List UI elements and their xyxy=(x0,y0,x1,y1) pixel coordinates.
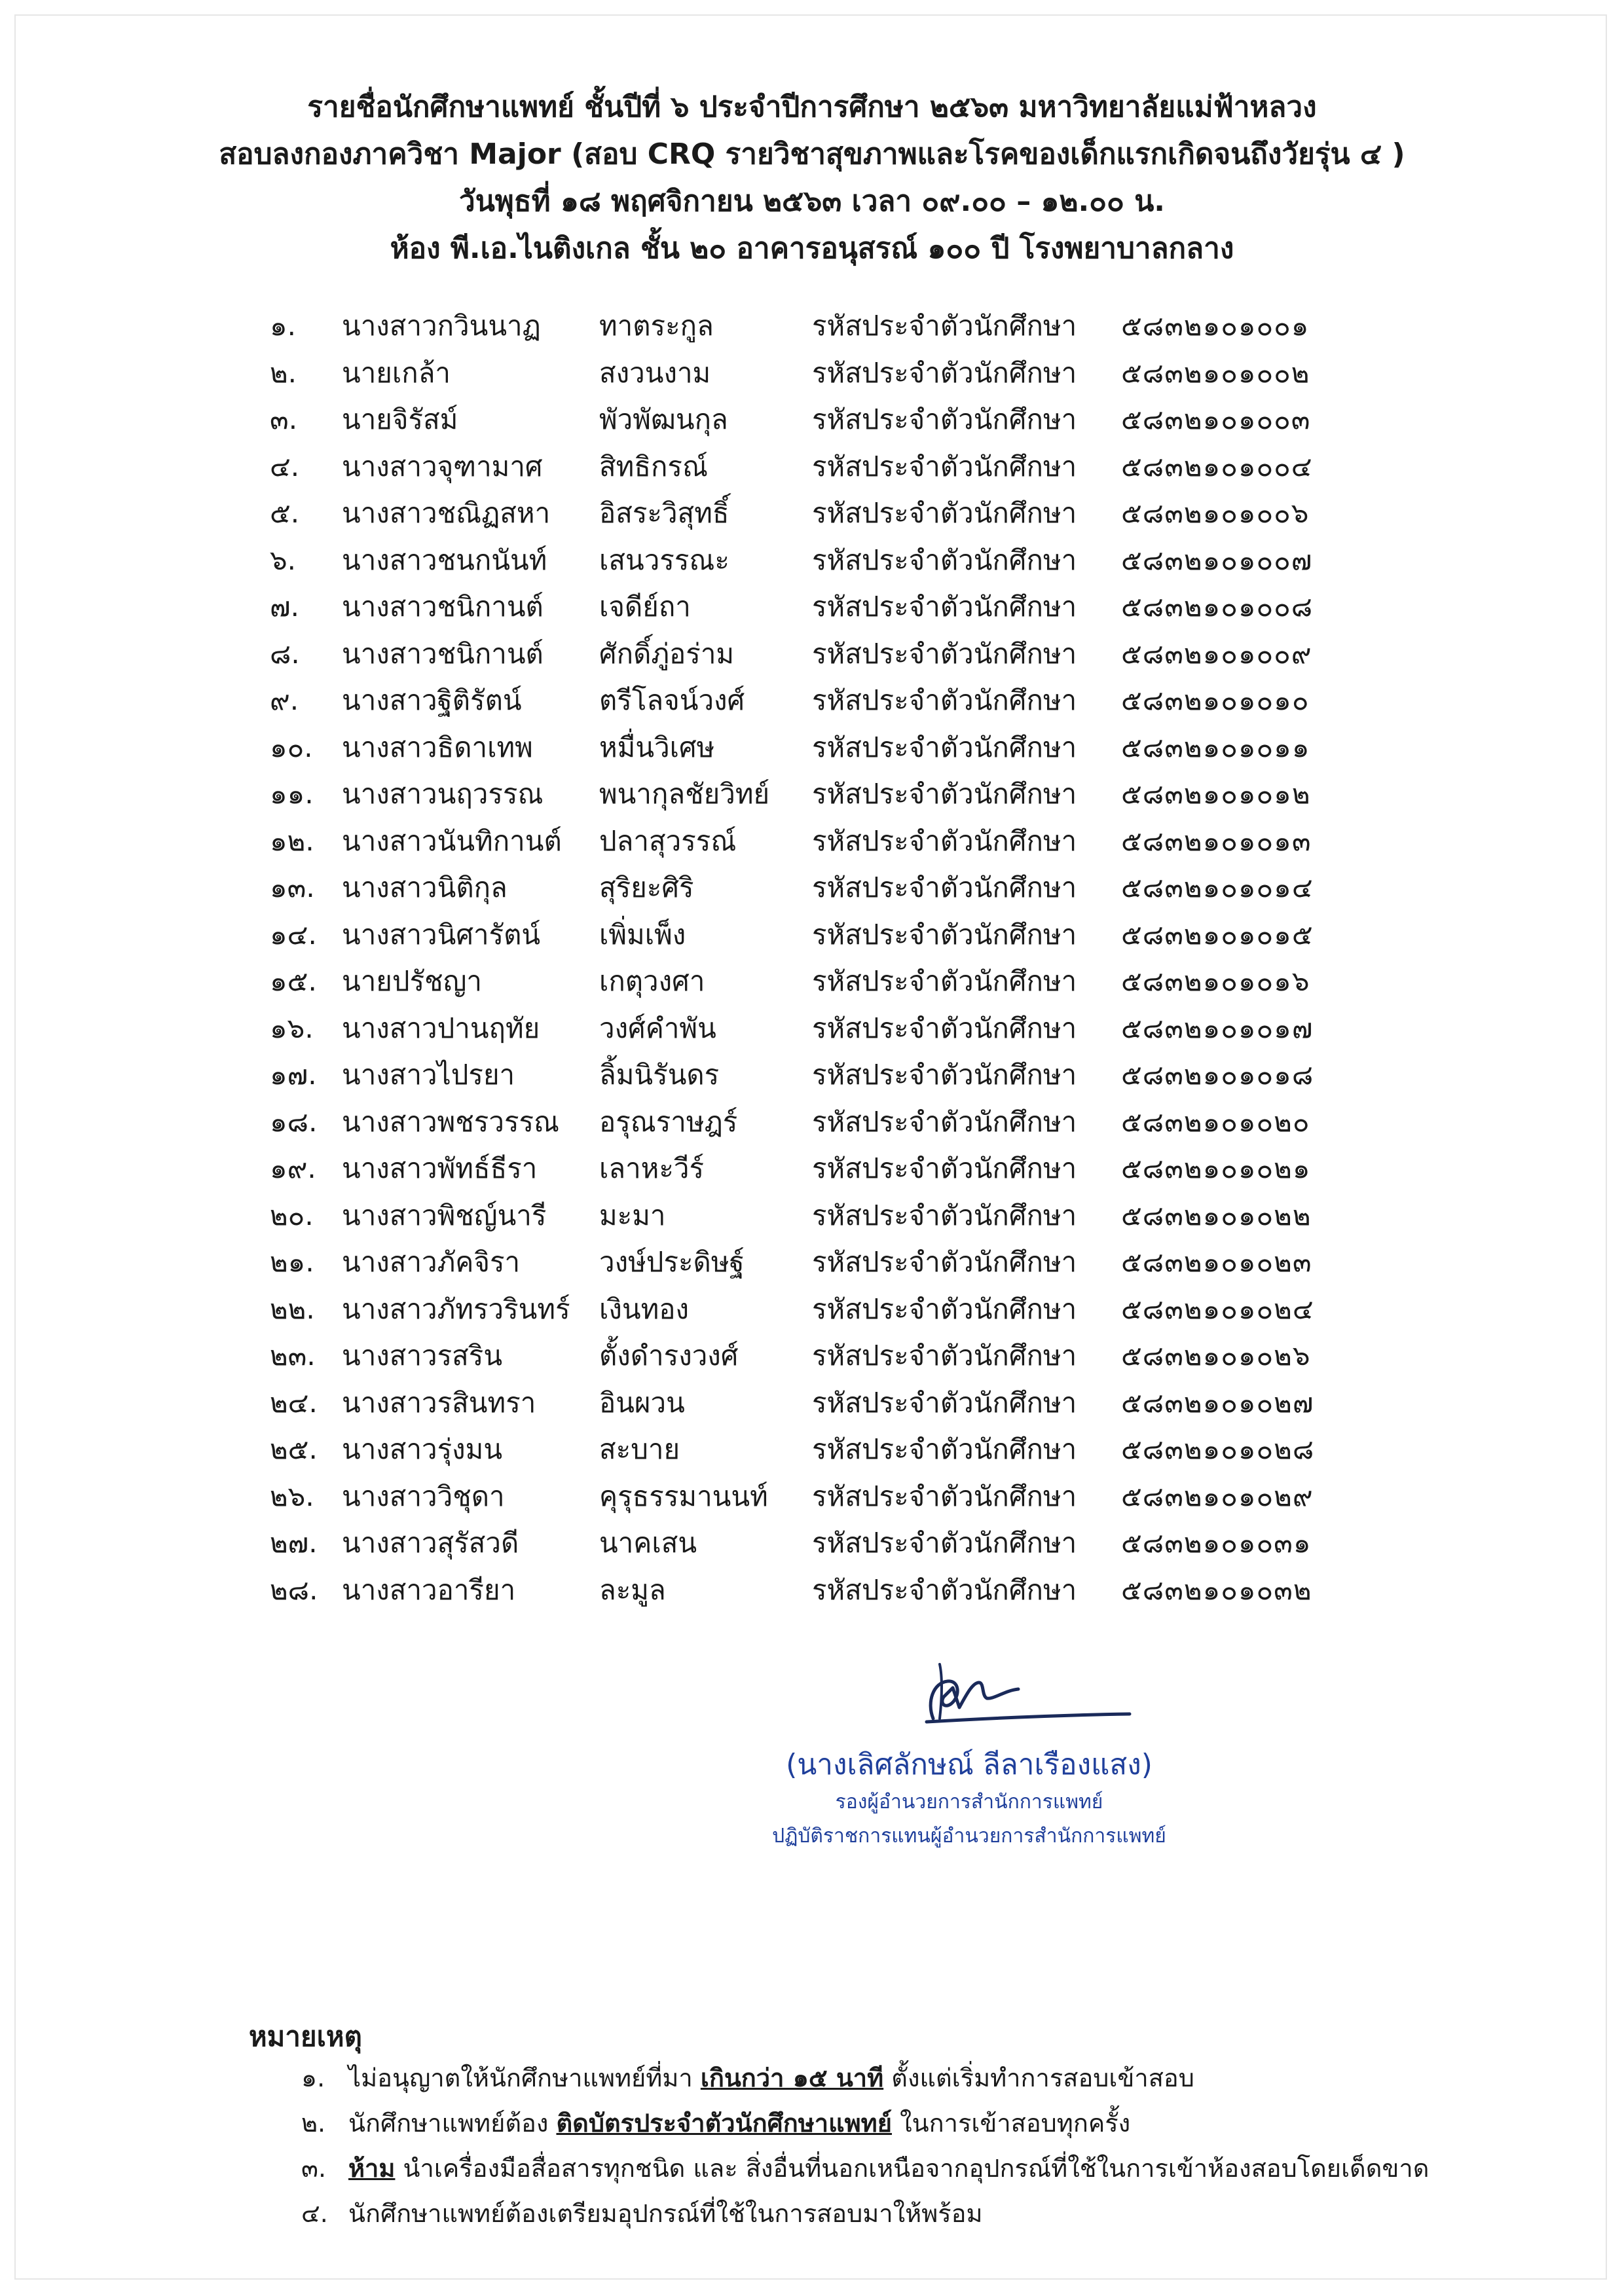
student-number: ๑๒. xyxy=(270,824,314,857)
student-first-name: นางสาวพิชญ์นารี xyxy=(342,1199,547,1231)
note-text-before: ไม่อนุญาตให้นักศึกษาแพทย์ที่มา xyxy=(348,2064,701,2092)
student-last-name: ตั้งดำรงวงศ์ xyxy=(599,1339,739,1372)
student-last-name: ละมูล xyxy=(599,1573,666,1606)
student-first-name: นางสาวนฤวรรณ xyxy=(342,778,544,810)
student-first-name: นางสาวธิดาเทพ xyxy=(342,731,533,763)
student-row xyxy=(0,583,1624,630)
student-id: ๕๘๓๒๑๐๑๐๑๔ xyxy=(1121,871,1314,903)
student-id: ๕๘๓๒๑๐๑๐๑๕ xyxy=(1121,918,1314,951)
student-row xyxy=(0,1192,1624,1239)
student-row xyxy=(0,864,1624,911)
document-header xyxy=(0,84,1624,272)
student-first-name: นางสาวนิศารัตน์ xyxy=(342,918,541,951)
student-id-label: รหัสประจำตัวนักศึกษา xyxy=(812,965,1077,997)
student-last-name: พนากุลชัยวิทย์ xyxy=(599,778,770,810)
student-first-name: นางสาวพชรวรรณ xyxy=(342,1105,560,1138)
student-number: ๒. xyxy=(270,356,297,389)
note-text xyxy=(348,2056,1194,2101)
student-number: ๙. xyxy=(270,684,299,716)
student-last-name: เสนวรรณะ xyxy=(599,543,729,576)
student-row xyxy=(0,1520,1624,1567)
note-text-before: นักศึกษาแพทย์ต้องเตรียมอุปกรณ์ที่ใช้ในการสอบมาให้พร้อม xyxy=(348,2199,983,2228)
student-id-label: รหัสประจำตัวนักศึกษา xyxy=(812,824,1077,857)
student-first-name: นางสาวภัคจิรา xyxy=(342,1246,521,1278)
student-number: ๓. xyxy=(270,403,298,435)
student-row xyxy=(0,1473,1624,1520)
student-row xyxy=(0,1286,1624,1333)
student-first-name: นางสาวฐิติรัตน์ xyxy=(342,684,522,716)
student-row xyxy=(0,677,1624,724)
student-id: ๕๘๓๒๑๐๑๐๓๑ xyxy=(1121,1527,1312,1559)
student-last-name: สิทธิกรณ์ xyxy=(599,450,708,483)
student-row xyxy=(0,350,1624,397)
student-number: ๒๗. xyxy=(270,1527,318,1559)
student-last-name: อรุณราษฎร์ xyxy=(599,1105,738,1138)
student-id: ๕๘๓๒๑๐๑๐๒๗ xyxy=(1121,1386,1314,1419)
student-last-name: เงินทอง xyxy=(599,1292,689,1325)
student-number: ๒๖. xyxy=(270,1480,314,1512)
signer-name: (นางเลิศลักษณ์ ลีลาเรืองแสง) xyxy=(786,1748,1153,1781)
student-first-name: นางสาวปานฤทัย xyxy=(342,1011,540,1044)
student-row xyxy=(0,1379,1624,1427)
student-row xyxy=(0,1005,1624,1052)
header-line-3: วันพุธที่ ๑๘ พฤศจิกายน ๒๕๖๓ เวลา ๐๙.๐๐ – ๑๒.๐๐ น. xyxy=(458,185,1166,218)
student-id: ๕๘๓๒๑๐๑๐๒๖ xyxy=(1121,1339,1311,1372)
student-id: ๕๘๓๒๑๐๑๐๐๑ xyxy=(1121,310,1310,342)
student-last-name: ทาตระกูล xyxy=(599,310,714,342)
student-number: ๑๐. xyxy=(270,731,313,763)
note-number: ๑. xyxy=(301,2064,325,2092)
student-first-name: นางสาวชนิกานต์ xyxy=(342,591,544,623)
student-last-name: สะบาย xyxy=(599,1433,680,1465)
student-id-label: รหัสประจำตัวนักศึกษา xyxy=(812,1573,1077,1606)
student-last-name: อินผวน xyxy=(599,1386,685,1419)
student-number: ๒๘. xyxy=(270,1573,318,1606)
student-id: ๕๘๓๒๑๐๑๐๑๒ xyxy=(1121,778,1311,810)
student-id-label: รหัสประจำตัวนักศึกษา xyxy=(812,403,1077,435)
note-number: ๒. xyxy=(301,2109,326,2138)
student-row xyxy=(0,1145,1624,1192)
header-line-2: สอบลงกองภาควิชา Major (สอบ CRQ รายวิชาสุขภาพและโรคของเด็กแรกเกิดจนถึงวัยรุ่น ๔ ) xyxy=(219,137,1405,171)
student-id: ๕๘๓๒๑๐๑๐๐๖ xyxy=(1121,497,1310,529)
student-first-name: นางสาวรสริน xyxy=(342,1339,503,1372)
student-id: ๕๘๓๒๑๐๑๐๒๘ xyxy=(1121,1433,1315,1465)
header-line-4: ห้อง พี.เอ.ไนติงเกล ชั้น ๒๐ อาคารอนุสรณ์ ๑๐๐ ปี โรงพยาบาลกลาง xyxy=(390,232,1234,265)
note-emphasis: ห้าม xyxy=(348,2154,396,2183)
student-row xyxy=(0,1239,1624,1286)
student-id: ๕๘๓๒๑๐๑๐๑๖ xyxy=(1121,965,1310,997)
student-id: ๕๘๓๒๑๐๑๐๒๐ xyxy=(1121,1105,1310,1138)
student-row xyxy=(0,396,1624,443)
student-number: ๒๐. xyxy=(270,1199,314,1231)
student-id-label: รหัสประจำตัวนักศึกษา xyxy=(812,1011,1077,1044)
student-id: ๕๘๓๒๑๐๑๐๒๓ xyxy=(1121,1246,1312,1278)
student-number: ๖. xyxy=(270,543,297,576)
student-number: ๑๘. xyxy=(270,1105,318,1138)
student-first-name: นายเกล้า xyxy=(342,356,451,389)
student-id-label: รหัสประจำตัวนักศึกษา xyxy=(812,1105,1077,1138)
student-last-name: ปลาสุวรรณ์ xyxy=(599,824,737,857)
student-first-name: นางสาวชณิฏสหา xyxy=(342,497,551,529)
student-id-label: รหัสประจำตัวนักศึกษา xyxy=(812,1292,1077,1325)
note-item xyxy=(0,2191,1624,2236)
student-id-label: รหัสประจำตัวนักศึกษา xyxy=(812,1433,1077,1465)
note-text-before: นักศึกษาแพทย์ต้อง xyxy=(348,2109,557,2138)
student-id-label: รหัสประจำตัวนักศึกษา xyxy=(812,684,1077,716)
student-id-label: รหัสประจำตัวนักศึกษา xyxy=(812,918,1077,951)
student-id-label: รหัสประจำตัวนักศึกษา xyxy=(812,871,1077,903)
note-text-after: ในการเข้าสอบทุกครั้ง xyxy=(891,2109,1131,2138)
student-last-name: หมื่นวิเศษ xyxy=(599,731,715,763)
handwritten-signature xyxy=(913,1656,1136,1735)
student-id-label: รหัสประจำตัวนักศึกษา xyxy=(812,543,1077,576)
student-last-name: อิสระวิสุทธิ์ xyxy=(599,497,729,529)
student-id: ๕๘๓๒๑๐๑๐๐๘ xyxy=(1121,591,1314,623)
student-first-name: นางสาววิชุดา xyxy=(342,1480,505,1512)
student-row xyxy=(0,1426,1624,1473)
student-row xyxy=(0,958,1624,1005)
student-last-name: เพิ่มเพ็ง xyxy=(599,918,686,951)
student-row xyxy=(0,724,1624,771)
student-first-name: นางสาวกวินนาฏ xyxy=(342,310,541,342)
note-text xyxy=(348,2146,1429,2191)
student-first-name: นางสาวรสินทรา xyxy=(342,1386,536,1419)
student-number: ๒๕. xyxy=(270,1433,318,1465)
student-row xyxy=(0,537,1624,584)
student-last-name: สุริยะศิริ xyxy=(599,871,694,903)
student-last-name: เจดีย์ถา xyxy=(599,591,691,623)
student-number: ๑๙. xyxy=(270,1152,316,1184)
student-id-label: รหัสประจำตัวนักศึกษา xyxy=(812,497,1077,529)
student-number: ๒๑. xyxy=(270,1246,314,1278)
signer-acting-title: ปฏิบัติราชการแทนผู้อำนวยการสำนักการแพทย์ xyxy=(772,1825,1166,1848)
student-row xyxy=(0,1051,1624,1099)
student-id-label: รหัสประจำตัวนักศึกษา xyxy=(812,591,1077,623)
note-text xyxy=(348,2101,1130,2146)
student-id-label: รหัสประจำตัวนักศึกษา xyxy=(812,637,1077,670)
student-id-label: รหัสประจำตัวนักศึกษา xyxy=(812,1199,1077,1231)
student-first-name: นางสาวรุ่งมน xyxy=(342,1433,503,1465)
signature-block xyxy=(740,1745,1198,1853)
student-first-name: นายจิรัสม์ xyxy=(342,403,458,435)
student-row xyxy=(0,818,1624,865)
student-number: ๗. xyxy=(270,591,299,623)
student-id-label: รหัสประจำตัวนักศึกษา xyxy=(812,1246,1077,1278)
student-last-name: คุรุธรรมานนท์ xyxy=(599,1480,768,1512)
note-text xyxy=(348,2191,983,2236)
student-first-name: นางสาวนิติกุล xyxy=(342,871,507,903)
student-id-label: รหัสประจำตัวนักศึกษา xyxy=(812,1152,1077,1184)
note-number: ๓. xyxy=(301,2154,327,2183)
student-row xyxy=(0,771,1624,818)
student-id: ๕๘๓๒๑๐๑๐๐๔ xyxy=(1121,450,1313,483)
student-id-label: รหัสประจำตัวนักศึกษา xyxy=(812,778,1077,810)
student-id: ๕๘๓๒๑๐๑๐๑๑ xyxy=(1121,731,1310,763)
student-id: ๕๘๓๒๑๐๑๐๒๙ xyxy=(1121,1480,1314,1512)
notes-title: หมายเหตุ xyxy=(249,2020,362,2052)
note-emphasis: เกินกว่า ๑๕ นาที xyxy=(700,2064,884,2092)
student-id: ๕๘๓๒๑๐๑๐๑๗ xyxy=(1121,1011,1314,1044)
student-last-name: วงษ์ประดิษฐ์ xyxy=(599,1246,745,1278)
student-first-name: นางสาวไปรยา xyxy=(342,1059,515,1091)
student-last-name: สงวนงาม xyxy=(599,356,711,389)
student-id: ๕๘๓๒๑๐๑๐๒๑ xyxy=(1121,1152,1311,1184)
note-number: ๔. xyxy=(301,2199,328,2228)
notes-list xyxy=(0,2056,1624,2236)
student-last-name: พัวพัฒนกุล xyxy=(599,403,728,435)
student-id-label: รหัสประจำตัวนักศึกษา xyxy=(812,1059,1077,1091)
student-id: ๕๘๓๒๑๐๑๐๑๓ xyxy=(1121,824,1312,857)
student-number: ๒๒. xyxy=(270,1292,315,1325)
student-list xyxy=(0,302,1624,1613)
note-text-after: นำเครื่องมือสื่อสารทุกชนิด และ สิ่งอื่นที่นอกเหนือจากอุปกรณ์ที่ใช้ในการเข้าห้องสอบโดยเด็ดขาด xyxy=(395,2154,1430,2183)
note-item xyxy=(0,2056,1624,2101)
student-first-name: นางสาวพัทธ์ธีรา xyxy=(342,1152,538,1184)
student-last-name: เลาหะวีร์ xyxy=(599,1152,705,1184)
student-number: ๒๔. xyxy=(270,1386,318,1419)
student-row xyxy=(0,443,1624,490)
student-id-label: รหัสประจำตัวนักศึกษา xyxy=(812,1339,1077,1372)
note-emphasis: ติดบัตรประจำตัวนักศึกษาแพทย์ xyxy=(556,2109,892,2138)
student-row xyxy=(0,1567,1624,1614)
student-first-name: นางสาวสุรัสวดี xyxy=(342,1527,519,1559)
student-id-label: รหัสประจำตัวนักศึกษา xyxy=(812,310,1077,342)
student-first-name: นางสาวนันทิกานต์ xyxy=(342,824,562,857)
student-id-label: รหัสประจำตัวนักศึกษา xyxy=(812,1386,1077,1419)
student-row xyxy=(0,630,1624,678)
student-row xyxy=(0,302,1624,350)
student-first-name: นางสาวจุฑามาศ xyxy=(342,450,543,483)
student-number: ๑๓. xyxy=(270,871,315,903)
student-id: ๕๘๓๒๑๐๑๐๑๐ xyxy=(1121,684,1310,716)
header-line-1: รายชื่อนักศึกษาแพทย์ ชั้นปีที่ ๖ ประจำปีการศึกษา ๒๕๖๓ มหาวิทยาลัยแม่ฟ้าหลวง xyxy=(307,90,1317,124)
student-number: ๑๗. xyxy=(270,1059,317,1091)
student-id-label: รหัสประจำตัวนักศึกษา xyxy=(812,356,1077,389)
student-first-name: นางสาวชนิกานต์ xyxy=(342,637,544,670)
student-row xyxy=(0,1332,1624,1379)
signer-title: รองผู้อำนวยการสำนักการแพทย์ xyxy=(835,1791,1103,1813)
student-number: ๑๖. xyxy=(270,1011,314,1044)
student-first-name: นางสาวภัทรวรินทร์ xyxy=(342,1292,570,1325)
student-number: ๑๕. xyxy=(270,965,317,997)
student-last-name: ตรีโลจน์วงศ์ xyxy=(599,684,745,716)
student-last-name: เกตุวงศา xyxy=(599,965,705,997)
student-id: ๕๘๓๒๑๐๑๐๑๘ xyxy=(1121,1059,1314,1091)
student-row xyxy=(0,911,1624,958)
student-last-name: ลิ้มนิรันดร xyxy=(599,1059,720,1091)
student-number: ๔. xyxy=(270,450,300,483)
student-id: ๕๘๓๒๑๐๑๐๐๗ xyxy=(1121,543,1313,576)
student-id-label: รหัสประจำตัวนักศึกษา xyxy=(812,450,1077,483)
note-item xyxy=(0,2146,1624,2191)
student-id: ๕๘๓๒๑๐๑๐๒๒ xyxy=(1121,1199,1312,1231)
student-id: ๕๘๓๒๑๐๑๐๓๒ xyxy=(1121,1573,1312,1606)
student-last-name: วงศ์คำพัน xyxy=(599,1011,716,1044)
student-number: ๕. xyxy=(270,497,300,529)
note-text-after: ตั้งแต่เริ่มทำการสอบเข้าสอบ xyxy=(883,2064,1194,2092)
student-id: ๕๘๓๒๑๐๑๐๒๔ xyxy=(1121,1292,1314,1325)
student-first-name: นายปรัชญา xyxy=(342,965,482,997)
student-id-label: รหัสประจำตัวนักศึกษา xyxy=(812,731,1077,763)
student-first-name: นางสาวชนกนันท์ xyxy=(342,543,547,576)
student-id-label: รหัสประจำตัวนักศึกษา xyxy=(812,1480,1077,1512)
student-last-name: นาคเสน xyxy=(599,1527,697,1559)
note-item xyxy=(0,2101,1624,2146)
student-id-label: รหัสประจำตัวนักศึกษา xyxy=(812,1527,1077,1559)
student-id: ๕๘๓๒๑๐๑๐๐๒ xyxy=(1121,356,1310,389)
student-row xyxy=(0,1099,1624,1146)
student-id: ๕๘๓๒๑๐๑๐๐๙ xyxy=(1121,637,1312,670)
student-row xyxy=(0,490,1624,537)
student-number: ๒๓. xyxy=(270,1339,316,1372)
student-last-name: มะมา xyxy=(599,1199,666,1231)
student-number: ๑๑. xyxy=(270,778,314,810)
student-id: ๕๘๓๒๑๐๑๐๐๓ xyxy=(1121,403,1311,435)
student-last-name: ศักดิ์ภู่อร่าม xyxy=(599,637,735,670)
student-number: ๑๔. xyxy=(270,918,317,951)
student-first-name: นางสาวอารียา xyxy=(342,1573,516,1606)
student-number: ๘. xyxy=(270,637,300,670)
student-number: ๑. xyxy=(270,310,297,342)
